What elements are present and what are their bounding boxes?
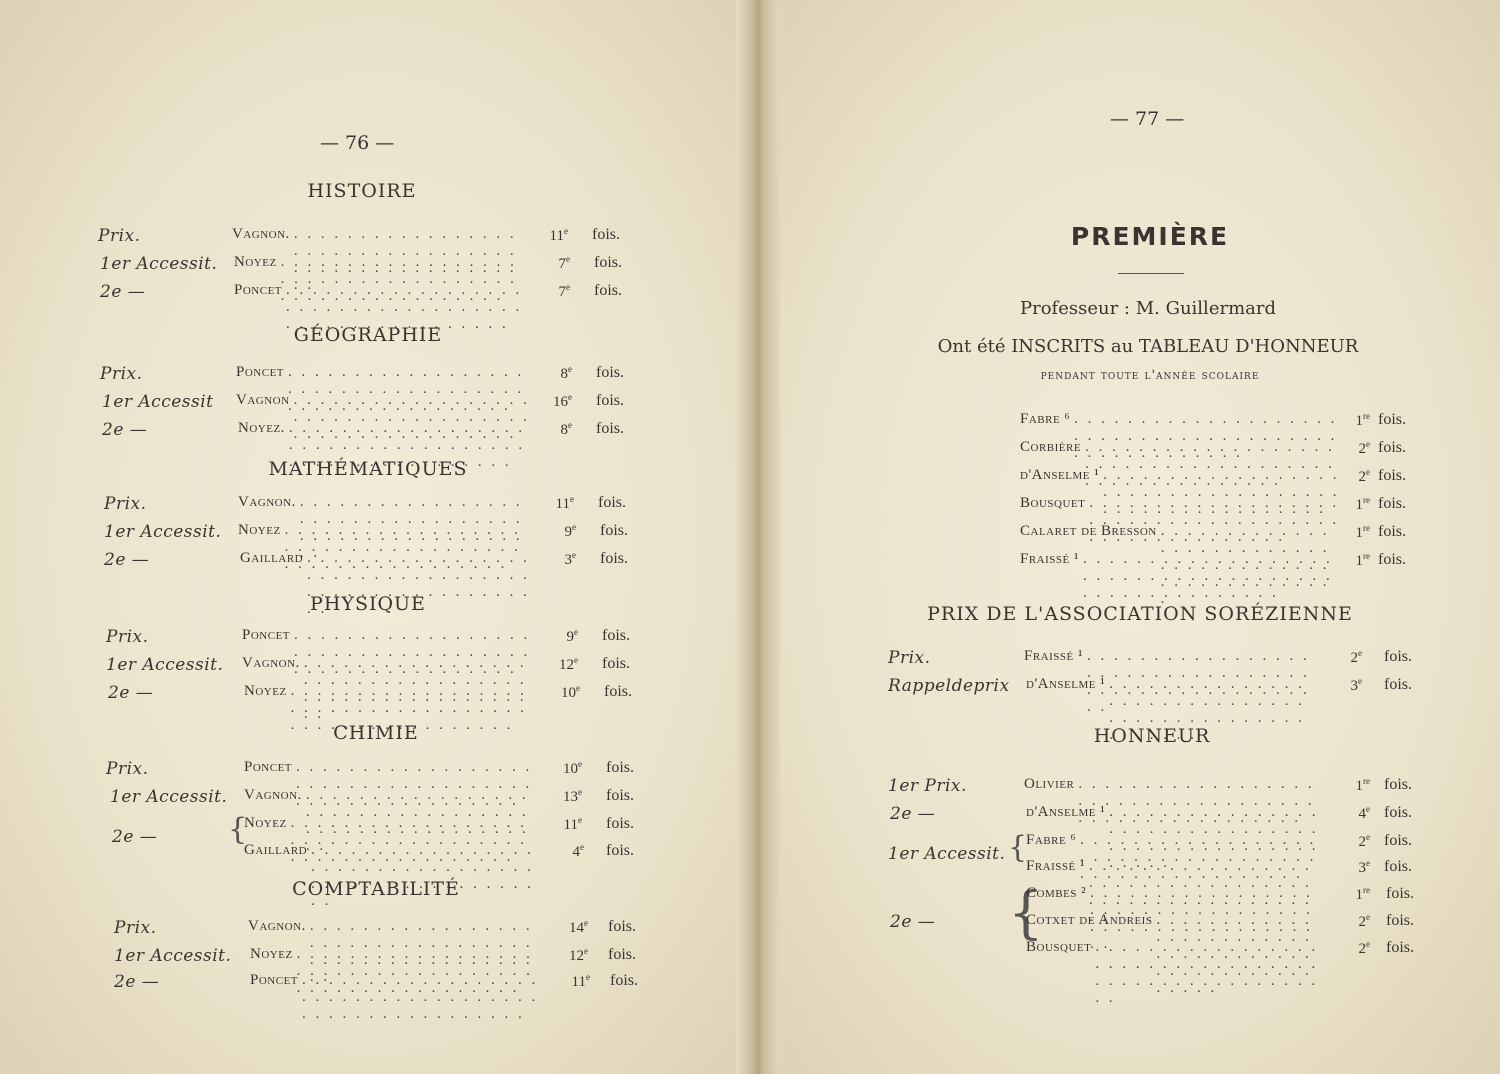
award-label: 1er Accessit — [102, 392, 214, 412]
fois-label: fois. — [1386, 885, 1414, 902]
rank-value: 1re — [1355, 885, 1370, 903]
award-label: 2e — — [890, 804, 936, 824]
student-name: d'Anselme ¹ . . . — [1026, 804, 1320, 872]
rank-value: 1re — [1355, 551, 1370, 569]
fois-label: fois. — [1386, 939, 1414, 956]
rank-value: 11e — [571, 972, 590, 990]
rank-value: 9e — [564, 522, 576, 540]
rank-value: 7e — [558, 254, 570, 272]
rank-value: 14e — [569, 918, 588, 936]
student-name: Noyez . . . — [244, 683, 538, 734]
fois-label: fois. — [1384, 776, 1412, 793]
student-name: Fraissé ¹ . . . — [1020, 551, 1342, 602]
fois-label: fois. — [596, 420, 624, 437]
student-name: d'Anselme ¹ . . . — [1026, 676, 1318, 744]
rank-value: 2e — [1358, 439, 1370, 457]
rank-value: 3e — [1350, 676, 1362, 694]
fois-label: fois. — [592, 226, 620, 243]
fois-label: fois. — [1378, 523, 1406, 540]
rank-value: 16e — [553, 392, 572, 410]
fois-label: fois. — [596, 364, 624, 381]
section-title-chimie: CHIMIE — [333, 722, 419, 744]
award-label: Prix. — [100, 364, 143, 384]
list-item — [0, 439, 1460, 465]
list-item — [0, 282, 700, 308]
brace-icon: { — [1008, 830, 1028, 865]
fois-label: fois. — [600, 550, 628, 567]
list-item — [0, 364, 700, 390]
student-name: Fraissé ¹ . . . — [1026, 858, 1320, 926]
student-name: Corbière . . . — [1020, 439, 1342, 490]
list-item — [0, 776, 1460, 802]
student-name: Poncet . . . — [242, 627, 536, 678]
student-name: Fraissé ¹ . . . — [1024, 648, 1318, 716]
student-name: Olivier . . . — [1024, 776, 1320, 827]
section-title-histoire: HISTOIRE — [307, 180, 417, 202]
fois-label: fois. — [608, 946, 636, 963]
rank-value: 4e — [1358, 804, 1370, 822]
list-item — [0, 972, 700, 998]
list-item — [0, 467, 1460, 493]
fois-label: fois. — [594, 282, 622, 299]
list-item — [0, 523, 1460, 549]
fois-label: fois. — [1378, 551, 1406, 568]
fois-label: fois. — [1378, 439, 1406, 456]
student-name: Fabre ⁶ . . . — [1020, 411, 1342, 462]
honor-roll-heading: Ont été INSCRITS au TABLEAU D'HONNEUR — [937, 336, 1359, 357]
student-name: Vagnon. . . . — [232, 226, 530, 294]
fois-label: fois. — [600, 522, 628, 539]
page-number: — 76 — — [320, 132, 395, 154]
fois-label: fois. — [1378, 411, 1406, 428]
list-item — [0, 551, 1460, 577]
list-item — [0, 832, 1460, 864]
rank-value: 8e — [560, 364, 572, 382]
rank-value: 4e — [572, 842, 584, 860]
fois-label: fois. — [606, 815, 634, 832]
student-name: Bousquet . . . — [1020, 495, 1342, 546]
list-item — [0, 912, 1460, 938]
rank-value: 9e — [566, 627, 578, 645]
list-item — [0, 254, 700, 280]
rank-value: 11e — [563, 815, 582, 833]
award-label: 2e — — [108, 683, 154, 703]
student-name: Bousquet . . . — [1026, 939, 1320, 1007]
student-name: Noyez . . . — [238, 522, 534, 573]
rank-value: 2e — [1358, 832, 1370, 850]
list-item — [0, 495, 1460, 521]
student-name: Vagnon . . . — [236, 392, 530, 443]
professor-line: Professeur : M. Guillermard — [1020, 298, 1276, 319]
award-label: 1er Accessit. — [106, 655, 224, 675]
fois-label: fois. — [606, 842, 634, 859]
award-label: Prix. — [106, 759, 149, 779]
rank-value: 11e — [555, 494, 574, 512]
page-number: — 77 — — [1110, 108, 1185, 130]
fois-label: fois. — [1378, 467, 1406, 484]
section-title-comptabilite: COMPTABILITÉ — [292, 878, 460, 900]
rank-value: 1re — [1355, 776, 1370, 794]
rank-value: 2e — [1350, 648, 1362, 666]
rank-value: 10e — [563, 759, 582, 777]
section-title-physique: PHYSIQUE — [310, 593, 426, 615]
student-name: Combes ² . . . — [1026, 885, 1320, 953]
list-item — [0, 676, 1460, 702]
student-name: Vagnon. . . . — [238, 494, 532, 562]
student-name: Cotxet de Andreis . . . — [1026, 912, 1320, 997]
honor-roll-subheading: pendant toute l'année scolaire — [1040, 368, 1260, 383]
award-label: 2e — — [890, 912, 936, 932]
fois-label: fois. — [606, 759, 634, 776]
student-name: Vagnon. . . . — [242, 655, 536, 723]
fois-label: fois. — [596, 392, 624, 409]
award-label: 2e — — [100, 282, 146, 302]
student-name: Calaret de Bresson . . . — [1020, 523, 1342, 608]
student-name: Noyez . . . — [244, 815, 540, 866]
award-label: Prix. — [114, 918, 157, 938]
brace-icon: { — [1008, 881, 1044, 946]
rank-value: 10e — [561, 683, 580, 701]
student-name: Poncet . . . — [250, 972, 546, 1023]
student-name: d'Anselme ¹ . . . — [1020, 467, 1342, 518]
fois-label: fois. — [1384, 804, 1412, 821]
award-label: Prix. — [98, 226, 141, 246]
fois-label: fois. — [1384, 648, 1412, 665]
award-label: Rappeldeprix — [888, 676, 1010, 696]
student-name: Vagnon. . . . — [248, 918, 544, 986]
student-name: Gaillard . . . — [240, 550, 534, 618]
award-label: 1er Prix. — [888, 776, 967, 796]
student-name: Vagnon. . . . — [244, 787, 540, 855]
fois-label: fois. — [602, 627, 630, 644]
fois-label: fois. — [1384, 676, 1412, 693]
award-label: Prix. — [888, 648, 931, 668]
student-name: Poncet . . . — [234, 282, 530, 333]
brace-icon: { — [228, 812, 248, 847]
student-name: Noyez. . . . — [238, 420, 530, 471]
rank-value: 12e — [569, 946, 588, 964]
rank-value: 7e — [558, 282, 570, 300]
class-title: PREMIÈRE — [1070, 222, 1230, 251]
student-name: Gaillard . . . — [244, 842, 540, 910]
rank-value: 2e — [1358, 939, 1370, 957]
fois-label: fois. — [1378, 495, 1406, 512]
section-title-geographie: GÉOGRAPHIE — [293, 324, 443, 346]
rank-value: 3e — [564, 550, 576, 568]
award-label: 2e — — [112, 827, 158, 847]
fois-label: fois. — [1384, 858, 1412, 875]
fois-label: fois. — [610, 972, 638, 989]
list-item — [0, 648, 1460, 674]
fois-label: fois. — [1386, 912, 1414, 929]
student-name: Poncet . . . — [236, 364, 530, 415]
section-title-association: PRIX DE L'ASSOCIATION SORÉZIENNE — [927, 603, 1353, 625]
award-label: 2e — — [114, 972, 160, 992]
student-name: Fabre ⁶ . . . — [1026, 832, 1320, 883]
section-title-honneur: HONNEUR — [1093, 725, 1211, 747]
fois-label: fois. — [1384, 832, 1412, 849]
rank-value: 13e — [563, 787, 582, 805]
fois-label: fois. — [598, 494, 626, 511]
list-item — [0, 858, 1460, 884]
list-item — [0, 939, 1460, 965]
list-item — [0, 226, 700, 252]
list-item — [0, 411, 1460, 437]
student-name: Noyez . . . — [234, 254, 530, 305]
rank-value: 12e — [559, 655, 578, 673]
award-label: 1er Accessit. — [888, 844, 1006, 864]
list-item — [0, 804, 1460, 830]
rank-value: 3e — [1358, 858, 1370, 876]
award-label: 1er Accessit. — [114, 946, 232, 966]
award-label: 2e — — [102, 420, 148, 440]
rank-value: 2e — [1358, 467, 1370, 485]
rank-value: 1re — [1355, 495, 1370, 513]
award-label: 1er Accessit. — [104, 522, 222, 542]
student-name: Poncet . . . — [244, 759, 540, 810]
section-title-mathematiques: MATHÉMATIQUES — [268, 458, 468, 480]
rank-value: 2e — [1358, 912, 1370, 930]
award-label: 1er Accessit. — [110, 787, 228, 807]
rank-value: 11e — [549, 226, 568, 244]
fois-label: fois. — [594, 254, 622, 271]
list-item — [0, 885, 1460, 911]
rank-value: 1re — [1355, 523, 1370, 541]
award-label: Prix. — [104, 494, 147, 514]
rank-value: 8e — [560, 420, 572, 438]
award-label: 1er Accessit. — [100, 254, 218, 274]
fois-label: fois. — [604, 683, 632, 700]
fois-label: fois. — [602, 655, 630, 672]
student-name: Noyez . . . — [250, 946, 544, 997]
rank-value: 1re — [1355, 411, 1370, 429]
fois-label: fois. — [606, 787, 634, 804]
award-label: Prix. — [106, 627, 149, 647]
award-label: 2e — — [104, 550, 150, 570]
title-rule — [1118, 273, 1184, 274]
fois-label: fois. — [608, 918, 636, 935]
